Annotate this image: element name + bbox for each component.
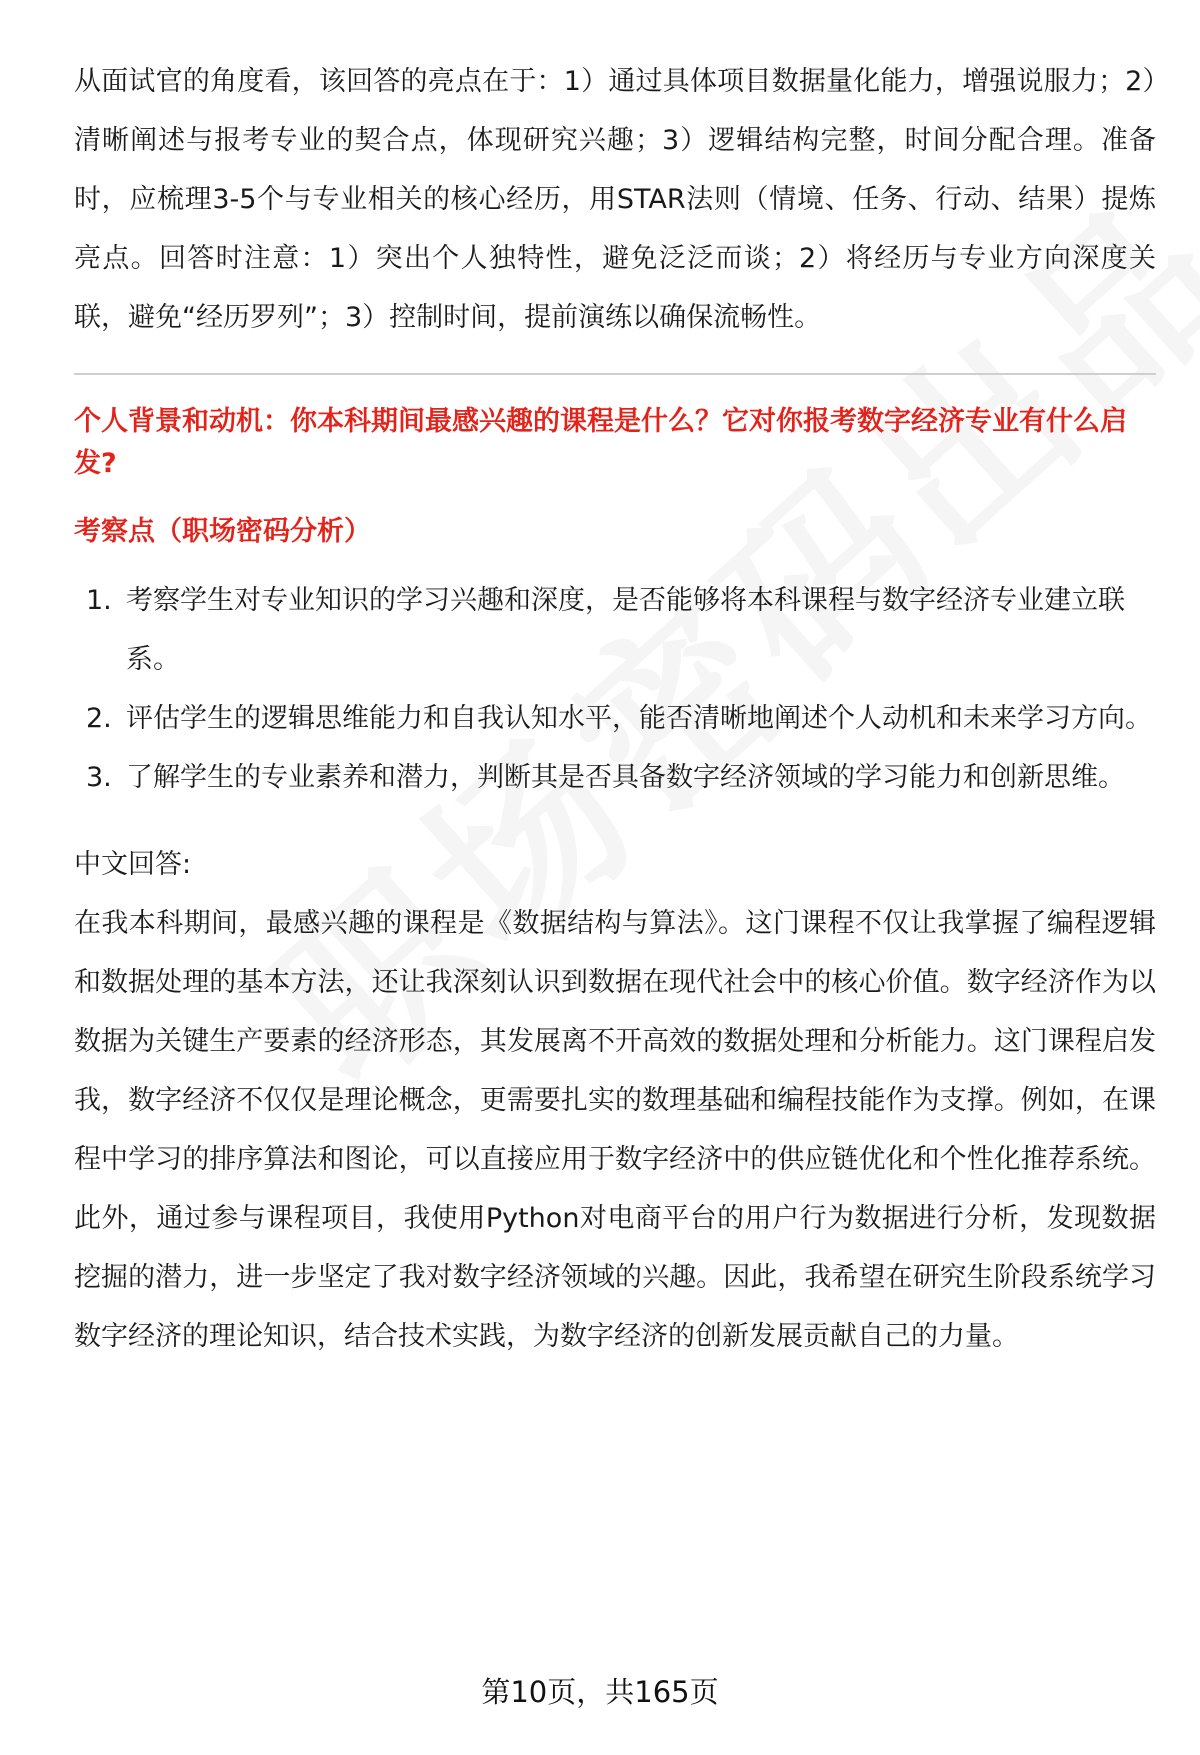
focus-heading: 考察点（职场密码分析） xyxy=(74,516,371,547)
list-item-text: 考察学生对专业知识的学习兴趣和深度，是否能够将本科课程与数字经济专业建立联系。 xyxy=(126,585,1125,675)
list-item-text: 评估学生的逻辑思维能力和自我认知水平，能否清晰地阐述个人动机和未来学习方向。 xyxy=(126,703,1152,734)
question-heading: 个人背景和动机：你本科期间最感兴趣的课程是什么？它对你报考数字经济专业有什么启发? xyxy=(74,406,1127,479)
answer-label: 中文回答: xyxy=(74,849,192,880)
list-number: 2. xyxy=(86,703,112,734)
focus-points-list xyxy=(74,571,1156,807)
list-item-text: 了解学生的专业素养和潜力，判断其是否具备数字经济领域的学习能力和创新思维。 xyxy=(126,762,1125,793)
list-item xyxy=(74,571,1156,689)
list-item xyxy=(74,689,1156,748)
intro-paragraph: 从面试官的角度看，该回答的亮点在于：1）通过具体项目数据量化能力，增强说服力；2）清晰阐述与报考专业的契合点，体现研究兴趣；3）逻辑结构完整，时间分配合理。准备时，应梳理3-5个与专业相关的核心经历，用STAR法则（情境、任务、行动、结果）提炼亮点。回答时注意：1）突出个人独特性，避免泛泛而谈；2）将经历与专业方向深度关联，避免“经历罗列”；3）控制时间，提前演练以确保流畅性。 xyxy=(74,66,1156,333)
page-number: 第10页，共165页 xyxy=(481,1675,719,1709)
section-divider xyxy=(74,373,1156,375)
list-number: 3. xyxy=(86,762,112,793)
answer-paragraph: 在我本科期间，最感兴趣的课程是《数据结构与算法》。这门课程不仅让我掌握了编程逻辑和数据处理的基本方法，还让我深刻认识到数据在现代社会中的核心价值。数字经济作为以数据为关键生产要素的经济形态，其发展离不开高效的数据处理和分析能力。这门课程启发我，数字经济不仅仅是理论概念，更需要扎实的数理基础和编程技能作为支撑。例如，在课程中学习的排序算法和图论，可以直接应用于数字经济中的供应链优化和个性化推荐系统。此外，通过参与课程项目，我使用Python对电商平台的用户行为数据进行分析，发现数据挖掘的潜力，进一步坚定了我对数字经济领域的兴趣。因此，我希望在研究生阶段系统学习数字经济的理论知识，结合技术实践，为数字经济的创新发展贡献自己的力量。 xyxy=(74,908,1156,1352)
list-item xyxy=(74,748,1156,807)
document-body xyxy=(74,52,1156,1366)
list-number: 1. xyxy=(86,585,112,616)
